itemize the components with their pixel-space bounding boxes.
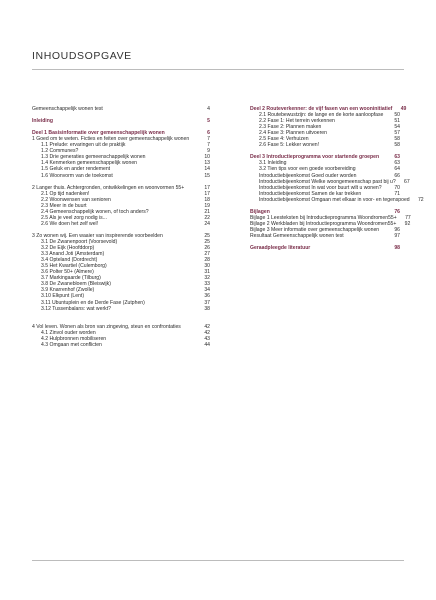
toc-page-number: 6	[207, 130, 210, 137]
toc-entry-title: 4.2 Hulpbronnen mobiliseren	[41, 335, 107, 342]
toc-page-number: 28	[204, 257, 210, 264]
toc-entry-title: Gemeenschappelijk wonen test	[32, 106, 103, 112]
toc-entry-title: 2.4 Gemeenschappelijk wonen, of toch anders?	[41, 208, 149, 215]
toc-page-number: 10	[204, 154, 210, 161]
toc-entry-title: 3.5 Het Kwartiel (Culemborg)	[41, 263, 107, 270]
toc-entry[interactable]	[250, 233, 400, 239]
toc-section-heading[interactable]	[32, 118, 210, 124]
toc-page-number: 37	[204, 299, 210, 306]
toc-page-number: 7	[207, 136, 210, 143]
toc-page-number: 42	[204, 323, 210, 330]
toc-page-number: 25	[204, 232, 210, 239]
toc-entry[interactable]	[32, 106, 210, 112]
toc-page-number: 21	[204, 208, 210, 215]
toc-entry-title: 2 Langer thuis. Achtergronden, ontwikkelingen en woonvormen 55+	[32, 184, 185, 191]
toc-entry-title: Bijlagen	[250, 208, 270, 215]
toc-page-number: 38	[204, 305, 210, 312]
toc-entry-title: 3.12 Tussenbalans: wat werkt?	[41, 305, 111, 312]
title-divider	[32, 69, 404, 70]
toc-page-number: 32	[204, 275, 210, 282]
toc-page-number: 24	[204, 220, 210, 227]
toc-page-number: 51	[394, 118, 400, 125]
toc-entry[interactable]	[250, 196, 424, 203]
toc-entry[interactable]	[32, 173, 210, 179]
toc-page-number: 15	[204, 172, 210, 179]
toc-entry-title: Inleiding	[32, 118, 53, 125]
toc-entry-title: 4.3 Omgaan met conflicten	[41, 341, 102, 348]
toc-entry-title: 4 Vol leven. Wonen als bron van zingeving, steun en confrontaties	[32, 323, 181, 330]
toc-entry-title: 3.8 De Zwanebloem (Bleiswijk)	[41, 281, 111, 288]
toc-entry[interactable]	[32, 342, 210, 348]
toc-page-number: 44	[204, 341, 210, 348]
toc-entry-title: 1.5 Geluk en ander rendement	[41, 166, 111, 173]
toc-page-number: 34	[204, 287, 210, 294]
toc-page-number: 64	[394, 166, 400, 173]
toc-entry-title: Introductiebijeenkomst Omgaan met elkaar in voor- en tegenspoed	[259, 196, 410, 203]
toc-page-number: 57	[394, 130, 400, 137]
toc-page-number: 9	[207, 148, 210, 155]
toc-entry-title: Bijlage 3 Meer informatie over gemeenschappelijk wonen	[250, 226, 380, 233]
toc-left-column	[32, 106, 210, 348]
toc-entry-title: Bijlage 1 Leesteksten bij Introductieprogramma Woondromen55+	[250, 214, 397, 221]
toc-page-number: 7	[207, 142, 210, 149]
toc-page-number: 49	[400, 106, 407, 112]
toc-page-number: 22	[204, 214, 210, 221]
toc-entry-title: 1.1 Prelude: ervaringen uit de praktijk	[41, 142, 126, 149]
toc-page-number: 18	[204, 196, 210, 203]
toc-entry-title: 2.2 Woonwensen van senioren	[41, 196, 111, 203]
toc-page-number: 76	[394, 208, 400, 215]
toc-entry[interactable]	[32, 221, 210, 227]
toc-entry-title: 2.1 Routebewustzijn: de lange en de korte aanloopfase	[259, 112, 384, 119]
toc-entry-title: 3.2 De Eijk (Hoofddorp)	[41, 245, 95, 252]
toc-entry-title: 3.1 Inleiding	[259, 160, 287, 167]
toc-entry-title: Deel 2 Routeverkenner: de vijf fasen van een wooninitiatief	[250, 106, 393, 112]
toc-page-number: 19	[204, 202, 210, 209]
toc-entry[interactable]	[32, 306, 210, 312]
toc-right-column	[250, 106, 424, 252]
toc-page-number: 72	[417, 196, 424, 203]
toc-page-number: 26	[204, 245, 210, 252]
toc-page-number: 27	[204, 251, 210, 258]
toc-page-number: 70	[394, 184, 400, 191]
toc-entry-title: 3.10 Elkpunt (Lent)	[41, 293, 85, 300]
toc-entry-title: Deel 1 Basisinformatie over gemeenschappelijk wonen	[32, 130, 165, 137]
toc-entry-title: Resultaat Gemeenschappelijk wonen test	[250, 232, 344, 239]
toc-entry-title: 3.7 Markingaarde (Tilburg)	[41, 275, 101, 282]
toc-entry-title: 2.4 Fase 3: Plannen uitvoeren	[259, 130, 327, 137]
toc-page-number: 63	[394, 154, 400, 161]
toc-page-number: 58	[394, 142, 400, 149]
toc-page-number: 25	[204, 239, 210, 246]
toc-entry-title: 1.3 Drie generaties gemeenschappelijk wonen	[41, 154, 146, 161]
toc-entry-title: Bijlage 2 Werkbladen bij Introductieprogramma Woondromen55+	[250, 220, 397, 227]
toc-entry-title: 3.4 Opteland (Dordrecht)	[41, 257, 98, 264]
toc-entry-title: 3.11 Ubuntuplein en de Derde Fase (Zutphen)	[41, 299, 145, 306]
toc-entry-title: 2.2 Fase 1: Het terrein verkennen	[259, 118, 335, 125]
toc-page-number: 4	[207, 106, 210, 112]
toc-entry-title: Geraadpleegde literatuur	[250, 245, 311, 252]
toc-entry-title: 3.6 Polter 50+ (Almere)	[41, 269, 94, 276]
toc-entry-title: 2.1 Op tijd nadenken!	[41, 190, 90, 197]
toc-entry-title: 2.5 Fase 4: Verhuizen	[259, 136, 309, 143]
toc-page-number: 5	[207, 118, 210, 125]
toc-page-number: 54	[394, 124, 400, 131]
toc-page-number: 33	[204, 281, 210, 288]
toc-page-number: 17	[204, 184, 210, 191]
toc-page-number: 71	[394, 190, 400, 197]
toc-entry-title: 2.3 Fase 2: Plannen maken	[259, 124, 322, 131]
footer-divider	[32, 560, 404, 561]
toc-page-number: 30	[204, 263, 210, 270]
toc-entry-title: 1.4 Kenmerken gemeenschappelijk wonen	[41, 160, 137, 167]
toc-page-number: 17	[204, 190, 210, 197]
toc-page-number: 97	[394, 232, 400, 239]
toc-page-number: 50	[394, 112, 400, 119]
toc-entry-title: 3.1 De Zwanenpoort (Voorsevold)	[41, 239, 118, 246]
toc-page-number: 42	[204, 329, 210, 336]
toc-page-number: 66	[394, 172, 400, 179]
toc-entry-title: Introductiebijeenkomst In wat voor buurt wilt u wonen?	[259, 184, 382, 191]
toc-page-number: 58	[394, 136, 400, 143]
toc-entry-title: 2.3 Meer in de buurt	[41, 202, 87, 209]
toc-entry-title: 2.6 Fase 5: Lekker wonen!	[259, 142, 320, 149]
toc-page-number: 92	[404, 220, 411, 227]
toc-page-number: 14	[204, 166, 210, 173]
toc-entry-title: Introductiebijeenkomst Samen de kar trekken	[259, 190, 362, 197]
toc-section-heading[interactable]	[250, 245, 400, 251]
toc-entry-title: 1 Goed om te weten. Ficties en feiten over gemeenschappelijk wonen	[32, 136, 190, 143]
toc-page-number: 96	[394, 226, 400, 233]
toc-entry-title: 1.6 Woonvorm van de toekomst	[41, 172, 113, 179]
toc-entry-title: 2.5 Als je veel zorg nodig is...	[41, 214, 107, 221]
toc-entry[interactable]	[250, 142, 400, 148]
toc-entry-title: Deel 3 Introductieprogramma voor startende groepen	[250, 154, 380, 161]
toc-entry-title: 2.6 We doen het zelf wel!	[41, 220, 99, 227]
toc-entry-title: 3.2 Tien tips voor een goede voorbereiding	[259, 166, 356, 173]
page-title: INHOUDSOPGAVE	[32, 50, 132, 62]
toc-page-number: 43	[204, 335, 210, 342]
toc-entry-title: 4.1 Zinvol ouder worden	[41, 329, 96, 336]
toc-page-number: 13	[204, 160, 210, 167]
toc-page-number: 77	[405, 214, 411, 221]
toc-entry-title: Introductiebijeenkomst Goed ouder worden	[259, 172, 357, 179]
toc-page-number: 31	[204, 269, 210, 276]
toc-entry-title: 3.9 Knarrenhof (Zwolle)	[41, 287, 95, 294]
toc-entry-title: 3 Zo wonen wij. Een waaier van inspirerende voorbeelden	[32, 232, 163, 239]
toc-page-number: 67	[404, 178, 410, 185]
toc-entry-title: 1.2 Communes?	[41, 148, 79, 155]
toc-entry-title: 3.3 Anand Joti (Amsterdam)	[41, 251, 105, 258]
toc-page-number: 36	[204, 293, 210, 300]
toc-page-number: 63	[394, 160, 400, 167]
toc-page-number: 98	[394, 245, 400, 252]
toc-entry-title: Introductiebijeenkomst Welke woongemeenschap past bij u?	[259, 178, 396, 185]
